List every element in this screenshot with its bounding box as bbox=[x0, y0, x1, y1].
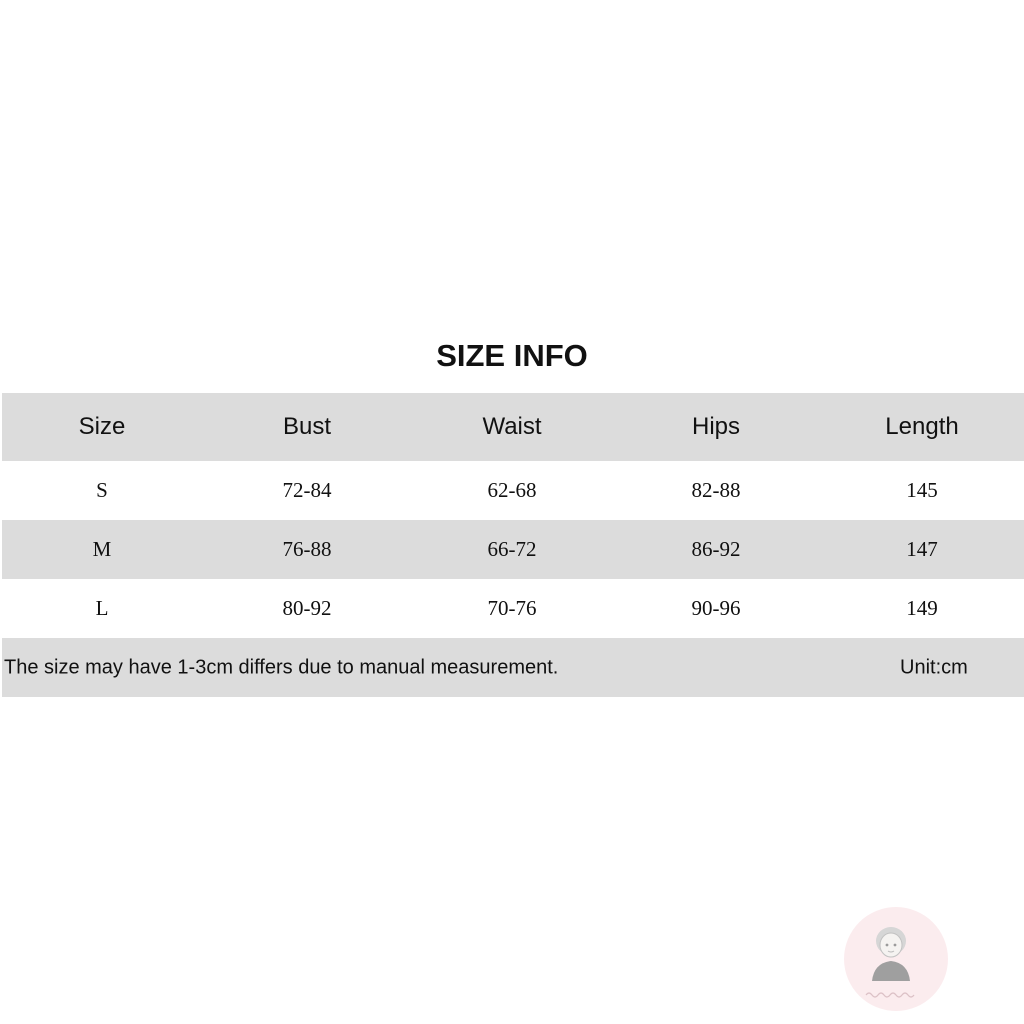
header-bust: Bust bbox=[282, 413, 332, 440]
cell-bust: 80-92 bbox=[282, 596, 332, 620]
avatar-logo-icon bbox=[844, 907, 948, 1011]
cell-length: 147 bbox=[906, 537, 938, 561]
cell-hips: 82-88 bbox=[691, 478, 741, 502]
cell-waist: 62-68 bbox=[487, 478, 537, 502]
measurement-note: The size may have 1-3cm differs due to manual measurement. bbox=[4, 656, 559, 678]
table-header-row bbox=[2, 393, 1024, 461]
cell-bust: 76-88 bbox=[282, 537, 332, 561]
table-row bbox=[2, 461, 1024, 520]
table-row bbox=[2, 579, 1024, 638]
cell-size: L bbox=[95, 596, 109, 620]
table-note-row bbox=[2, 638, 1024, 697]
cell-length: 149 bbox=[906, 596, 938, 620]
header-waist: Waist bbox=[482, 413, 542, 440]
cell-length: 145 bbox=[906, 478, 938, 502]
cell-waist: 66-72 bbox=[487, 537, 537, 561]
header-size: Size bbox=[78, 413, 126, 440]
page-title: SIZE INFO bbox=[436, 338, 588, 373]
header-length: Length bbox=[885, 413, 959, 440]
cell-hips: 90-96 bbox=[691, 596, 741, 620]
cell-size: M bbox=[92, 537, 112, 561]
size-table bbox=[2, 393, 1024, 697]
header-hips: Hips bbox=[691, 413, 740, 440]
unit-label: Unit:cm bbox=[900, 656, 968, 678]
cell-bust: 72-84 bbox=[282, 478, 332, 502]
cell-hips: 86-92 bbox=[691, 537, 741, 561]
table-row bbox=[2, 520, 1024, 579]
cell-waist: 70-76 bbox=[487, 596, 537, 620]
watermark-logo bbox=[844, 907, 948, 1011]
cell-size: S bbox=[96, 478, 108, 502]
